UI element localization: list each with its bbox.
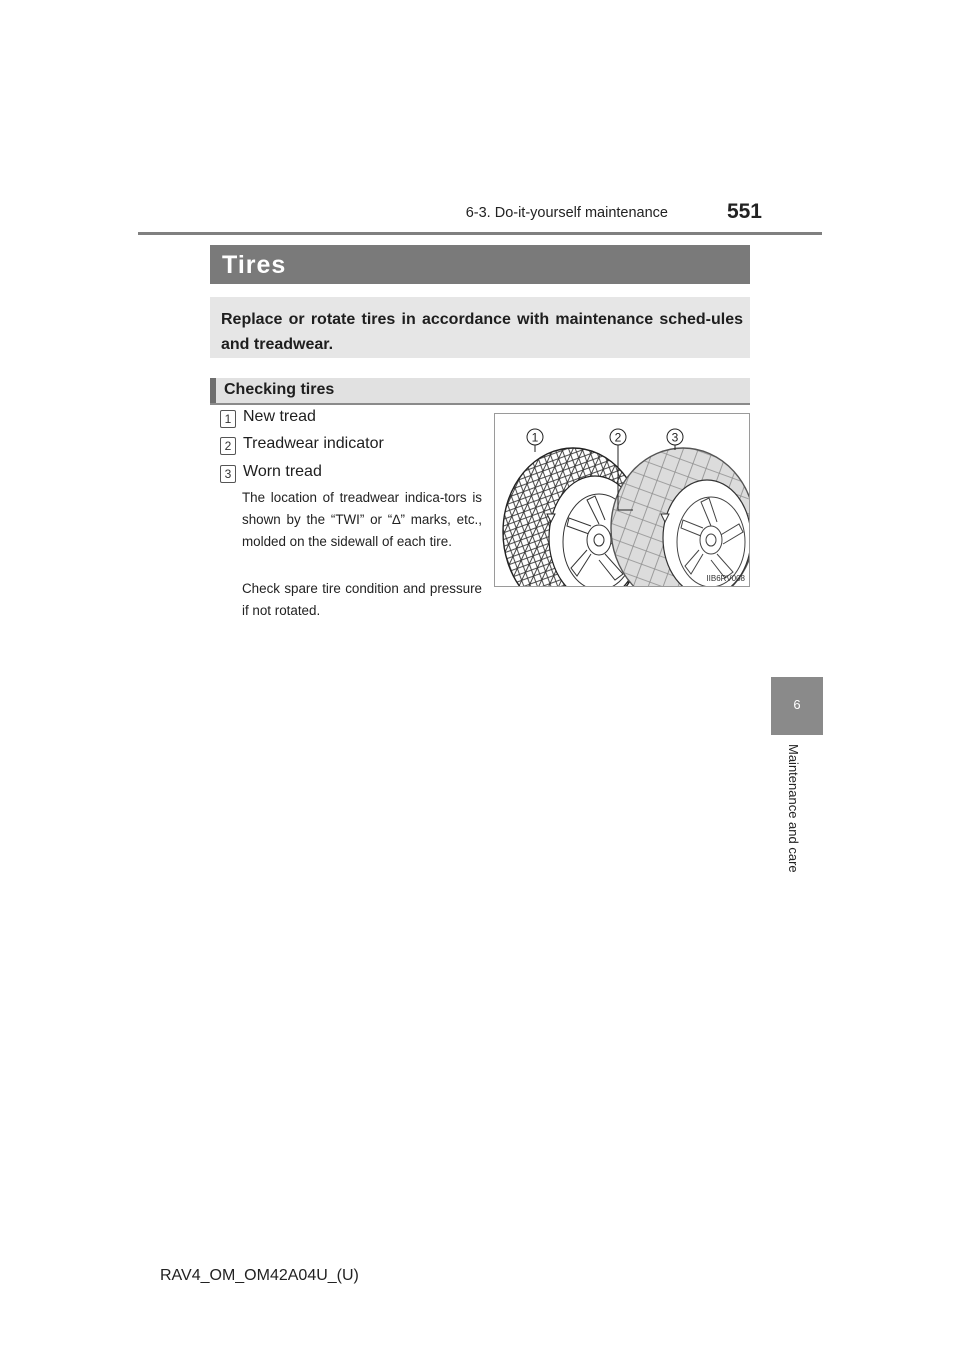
chapter-number: 6 <box>793 697 801 712</box>
header-divider <box>138 232 822 235</box>
tire-illustration <box>494 413 750 587</box>
chapter-label: Maintenance and care <box>786 744 801 873</box>
callout-number-2: 2 <box>220 437 236 455</box>
subsection-title: Checking tires <box>224 381 335 398</box>
subsection-title-bar <box>210 378 750 405</box>
callout-label-worn-tread: Worn tread <box>243 463 322 480</box>
callout-label-treadwear-indicator: Treadwear indicator <box>243 435 384 452</box>
intro-text: Replace or rotate tires in accordance with maintenance sched-ules and treadwear. <box>221 311 743 353</box>
page-number: 551 <box>726 200 762 223</box>
figure-code: IIB6RV008 <box>706 574 745 583</box>
worn-tire <box>611 448 750 587</box>
chapter-tab <box>771 677 823 735</box>
figure-marker-3 <box>667 429 683 445</box>
section-title-bar <box>210 245 750 284</box>
intro-box <box>210 297 750 358</box>
subsection-accent <box>210 378 216 403</box>
figure-marker-1-label: 1 <box>531 430 539 445</box>
note-twi-location: The location of treadwear indica-tors is shown by the “TWI” or “∆” marks, etc., molded on the sidewall of each tire. <box>242 490 482 549</box>
figure-marker-3-label: 3 <box>671 430 679 445</box>
callout-number-1: 1 <box>220 410 236 428</box>
section-reference: 6-3. Do-it-yourself maintenance <box>465 205 668 221</box>
note-spare-tire: Check spare tire condition and pressure if not rotated. <box>242 581 482 618</box>
figure-marker-1 <box>527 429 543 445</box>
tire-drawing <box>495 414 750 587</box>
section-title: Tires <box>222 251 287 279</box>
callout-label-new-tread: New tread <box>243 408 316 425</box>
callout-number-3: 3 <box>220 465 236 483</box>
document-id: RAV4_OM_OM42A04U_(U) <box>160 1267 359 1284</box>
figure-marker-2-label: 2 <box>614 430 622 445</box>
figure-marker-2 <box>610 429 626 445</box>
